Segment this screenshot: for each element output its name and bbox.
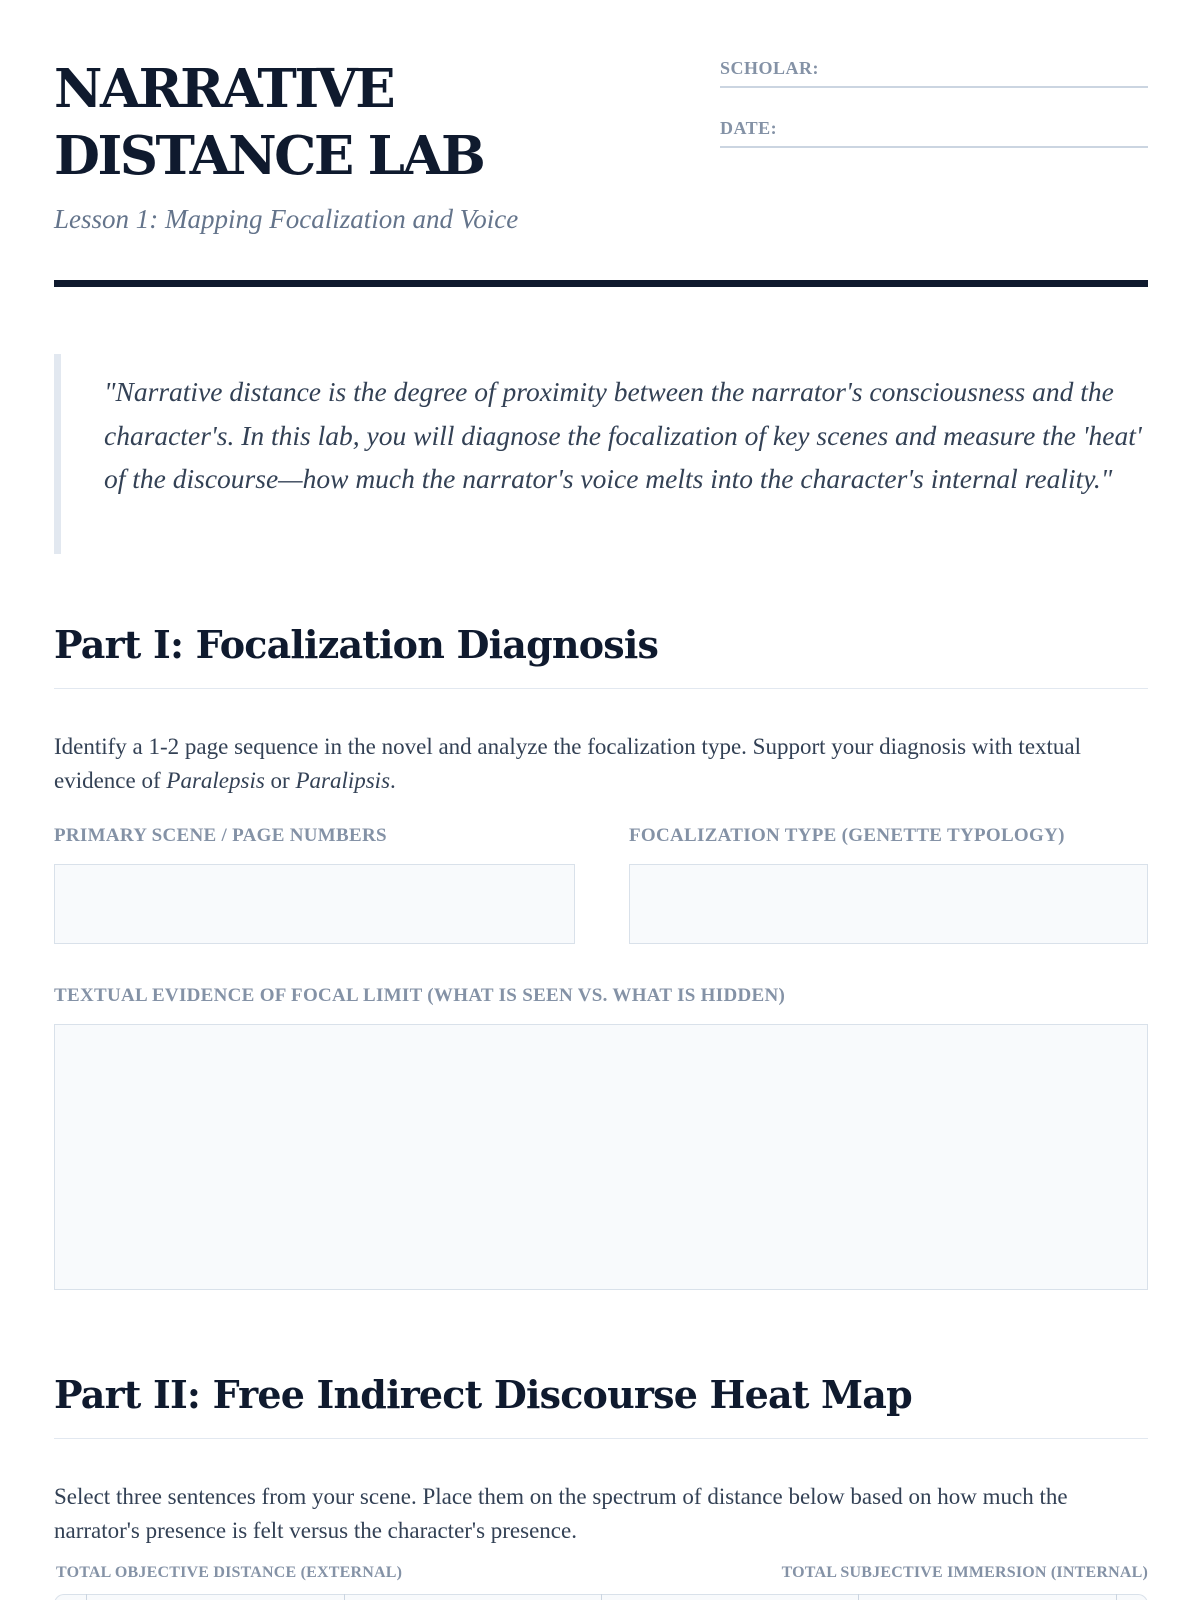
part1-instructions-post: . (390, 768, 396, 793)
spectrum-tick (858, 1594, 859, 1600)
date-field[interactable] (720, 116, 1148, 148)
meta-fields (720, 56, 1148, 176)
intro-quote (54, 354, 1148, 554)
spectrum-tick (344, 1594, 345, 1600)
focalization-type-label: FOCALIZATION TYPE (GENETTE TYPOLOGY) (629, 825, 1065, 846)
part2-divider (54, 1438, 1148, 1439)
spectrum-tick (1116, 1594, 1117, 1600)
evidence-label: TEXTUAL EVIDENCE OF FOCAL LIMIT (WHAT IS SEEN VS. WHAT IS HIDDEN) (54, 985, 786, 1006)
part1-instructions (54, 730, 1154, 798)
part1-instructions-mid: or (264, 768, 296, 793)
intro-quote-text: "Narrative distance is the degree of proximity between the narrator's consciousness and the character's. In this lab, you will diagnose the focalization of key scenes and measure the 'heat' of the discourse—how much the narrator's voice melts into the character's internal reality." (104, 376, 1142, 494)
part1-title: Part I: Focalization Diagnosis (54, 622, 659, 667)
spectrum-tick (601, 1594, 602, 1600)
worksheet-header (54, 56, 1148, 288)
scene-input[interactable] (54, 864, 575, 944)
scene-label: PRIMARY SCENE / PAGE NUMBERS (54, 825, 387, 846)
scholar-label: SCHOLAR: (720, 58, 820, 78)
header-divider (54, 280, 1148, 287)
part1-divider (54, 688, 1148, 689)
spectrum-left-label: TOTAL OBJECTIVE DISTANCE (EXTERNAL) (56, 1564, 403, 1581)
date-label: DATE: (720, 118, 778, 138)
page-subtitle: Lesson 1: Mapping Focalization and Voice (54, 204, 519, 234)
page-title: NARRATIVE DISTANCE LAB (54, 58, 484, 187)
evidence-textarea[interactable] (54, 1024, 1148, 1290)
scholar-field[interactable] (720, 56, 1148, 88)
part2-title: Part II: Free Indirect Discourse Heat Map (54, 1372, 912, 1417)
focalization-type-input[interactable] (629, 864, 1148, 944)
part1-instructions-pre: Identify a 1-2 page sequence in the novel and analyze the focalization type. Support your diagnosis with textual evidence of (54, 734, 1082, 793)
term-paralepsis: Paralepsis (166, 768, 265, 793)
spectrum-tick (86, 1594, 87, 1600)
spectrum-right-label: TOTAL SUBJECTIVE IMMERSION (INTERNAL) (781, 1564, 1148, 1581)
part2-instructions: Select three sentences from your scene. Place them on the spectrum of distance below based on how much the narrator's presence is felt versus the character's presence. (54, 1484, 1068, 1543)
term-paralipsis: Paralipsis (295, 768, 391, 793)
